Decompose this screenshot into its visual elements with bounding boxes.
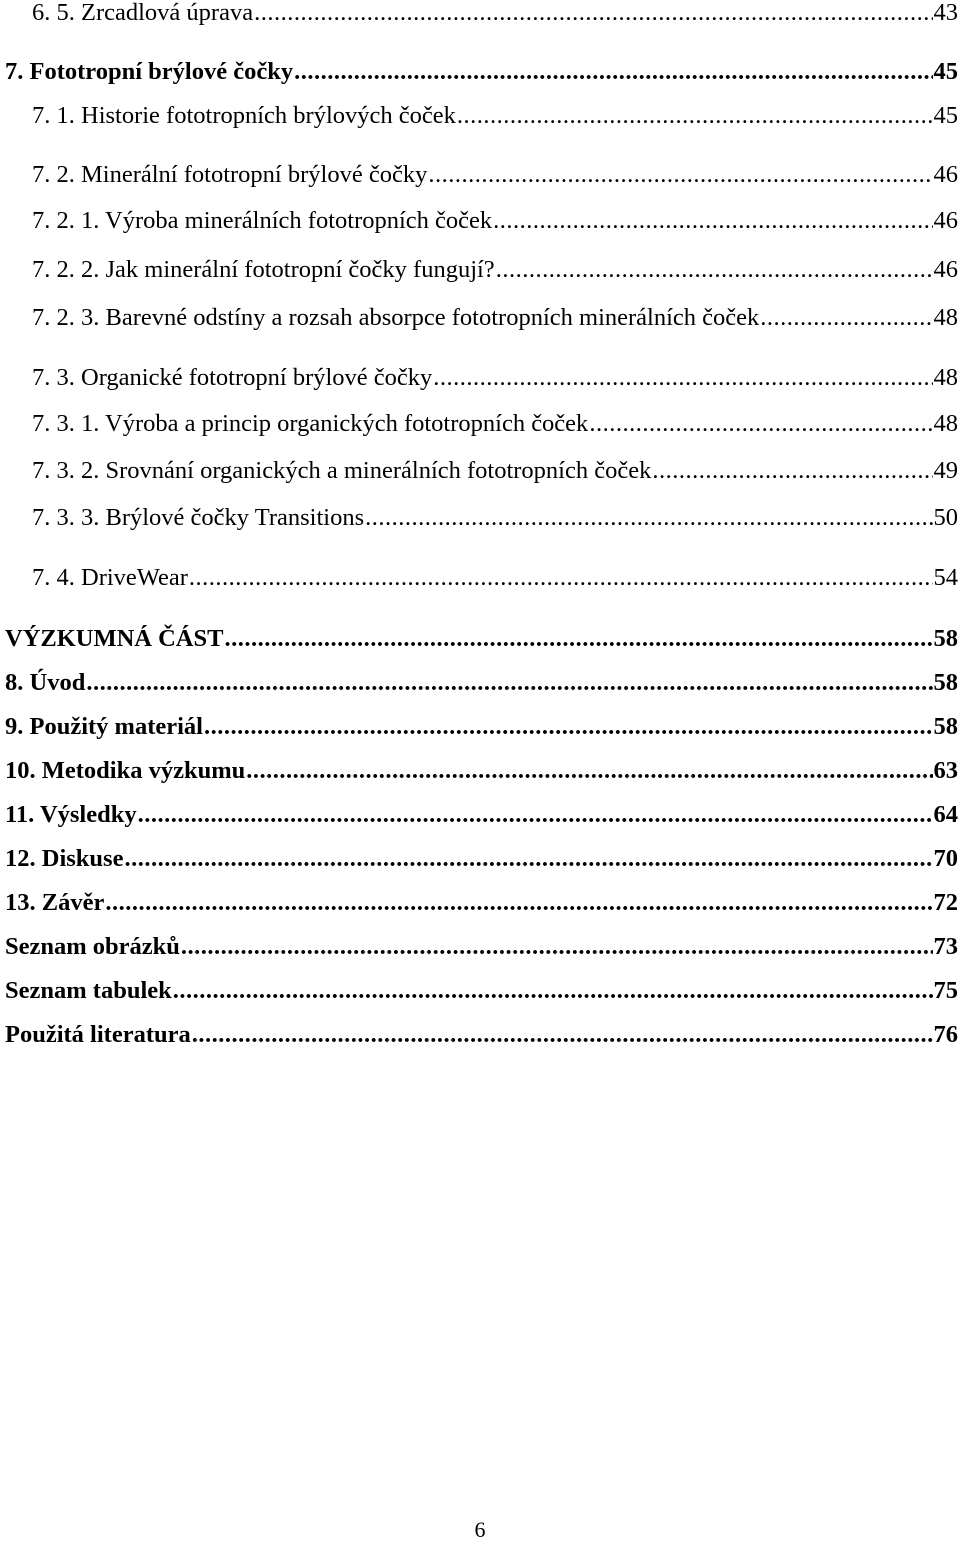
toc-entry[interactable] xyxy=(32,101,958,131)
toc-leader-dots xyxy=(254,0,932,28)
toc-leader-dots xyxy=(192,1020,933,1050)
toc-entry-title: 7. 3. 2. Srovnání organických a minerálních fototropních čoček xyxy=(32,457,652,484)
toc-entry[interactable] xyxy=(5,624,958,654)
toc-leader-dots xyxy=(652,456,932,486)
page-number: 6 xyxy=(474,1517,486,1542)
toc-entry-page: 64 xyxy=(933,801,958,828)
toc-entry-page: 75 xyxy=(933,977,958,1004)
toc-entry-title: 7. 2. 3. Barevné odstíny a rozsah absorpce fototropních minerálních čoček xyxy=(32,304,760,331)
toc-entry-page: 48 xyxy=(933,304,958,331)
toc-entry-title: 10. Metodika výzkumu xyxy=(5,757,246,784)
toc-entry-title: 7. 1. Historie fototropních brýlových čoček xyxy=(32,102,456,129)
toc-entry-title: 12. Diskuse xyxy=(5,845,124,872)
toc-entry-page: 70 xyxy=(933,845,958,872)
toc-entry-title: 7. 3. 3. Brýlové čočky Transitions xyxy=(32,504,365,531)
toc-leader-dots xyxy=(105,888,932,918)
toc-leader-dots xyxy=(124,844,932,874)
toc-entry[interactable] xyxy=(32,160,958,190)
toc-entry-title: 7. 2. 2. Jak minerální fototropní čočky fungují? xyxy=(32,256,495,283)
toc-leader-dots xyxy=(457,101,933,131)
toc-entry[interactable] xyxy=(32,503,958,533)
toc-leader-dots xyxy=(204,712,933,742)
toc-leader-dots xyxy=(189,563,933,593)
toc-entry[interactable] xyxy=(32,303,958,333)
toc-entry-page: 63 xyxy=(933,757,958,784)
toc-leader-dots xyxy=(294,57,932,87)
toc-entry[interactable] xyxy=(5,976,958,1006)
toc-entry[interactable] xyxy=(5,57,958,87)
toc-leader-dots xyxy=(246,756,932,786)
toc-leader-dots xyxy=(433,363,932,393)
toc-entry-title: 9. Použitý materiál xyxy=(5,713,203,740)
toc-entry-page: 45 xyxy=(933,102,958,129)
toc-entry-page: 58 xyxy=(933,625,958,652)
toc-entry[interactable] xyxy=(5,888,958,918)
toc-leader-dots xyxy=(496,255,933,285)
toc-entry-title: 7. 4. DriveWear xyxy=(32,564,188,591)
toc-entry-title: Seznam tabulek xyxy=(5,977,172,1004)
toc-entry[interactable] xyxy=(32,363,958,393)
toc-entry[interactable] xyxy=(5,712,958,742)
toc-entry-title: 7. 2. Minerální fototropní brýlové čočky xyxy=(32,161,428,188)
toc-entry-title: 7. 3. Organické fototropní brýlové čočky xyxy=(32,364,433,391)
toc-entry-page: 48 xyxy=(933,364,958,391)
toc-entry-page: 50 xyxy=(933,504,958,531)
toc-entry-title: 7. 3. 1. Výroba a princip organických fototropních čoček xyxy=(32,410,589,437)
toc-leader-dots xyxy=(428,160,932,190)
toc-entry[interactable] xyxy=(5,668,958,698)
toc-entry[interactable] xyxy=(32,456,958,486)
toc-entry-page: 43 xyxy=(933,0,958,26)
toc-leader-dots xyxy=(224,624,932,654)
toc-leader-dots xyxy=(86,668,932,698)
toc-leader-dots xyxy=(365,503,932,533)
toc-entry-page: 73 xyxy=(933,933,958,960)
toc-entry-page: 46 xyxy=(933,161,958,188)
toc-entry-title: 6. 5. Zrcadlová úprava xyxy=(32,0,254,26)
toc-entry-title: 7. 2. 1. Výroba minerálních fototropních čoček xyxy=(32,207,493,234)
toc-entry-page: 46 xyxy=(933,207,958,234)
toc-entry[interactable] xyxy=(32,563,958,593)
toc-entry[interactable] xyxy=(32,409,958,439)
toc-entry-page: 54 xyxy=(933,564,958,591)
toc-entry-title: Použitá literatura xyxy=(5,1021,191,1048)
toc-leader-dots xyxy=(173,976,933,1006)
toc-leader-dots xyxy=(760,303,932,333)
toc-entry-title: Seznam obrázků xyxy=(5,933,180,960)
toc-leader-dots xyxy=(493,206,932,236)
toc-entry-title: 8. Úvod xyxy=(5,669,86,696)
toc-entry[interactable] xyxy=(5,932,958,962)
toc-entry-title: 11. Výsledky xyxy=(5,801,137,828)
toc-entry-page: 46 xyxy=(933,256,958,283)
toc-entry[interactable] xyxy=(5,844,958,874)
toc-entry-page: 45 xyxy=(933,58,958,85)
toc-entry[interactable] xyxy=(32,206,958,236)
toc-entry-page: 58 xyxy=(933,669,958,696)
toc-leader-dots xyxy=(138,800,933,830)
toc-entry-page: 58 xyxy=(933,713,958,740)
toc-entry-page: 48 xyxy=(933,410,958,437)
toc-entry-title: 7. Fototropní brýlové čočky xyxy=(5,58,294,85)
toc-entry-page: 49 xyxy=(933,457,958,484)
toc-entry-page: 72 xyxy=(933,889,958,916)
toc-leader-dots xyxy=(181,932,933,962)
toc-entry[interactable] xyxy=(5,756,958,786)
toc-leader-dots xyxy=(589,409,932,439)
toc-entry[interactable] xyxy=(32,255,958,285)
toc-entry-title: VÝZKUMNÁ ČÁST xyxy=(5,625,224,652)
toc-entry-title: 13. Závěr xyxy=(5,889,105,916)
toc-entry[interactable] xyxy=(5,1020,958,1050)
toc-entry[interactable] xyxy=(5,800,958,830)
toc-entry-page: 76 xyxy=(933,1021,958,1048)
toc-entry[interactable] xyxy=(32,0,958,28)
